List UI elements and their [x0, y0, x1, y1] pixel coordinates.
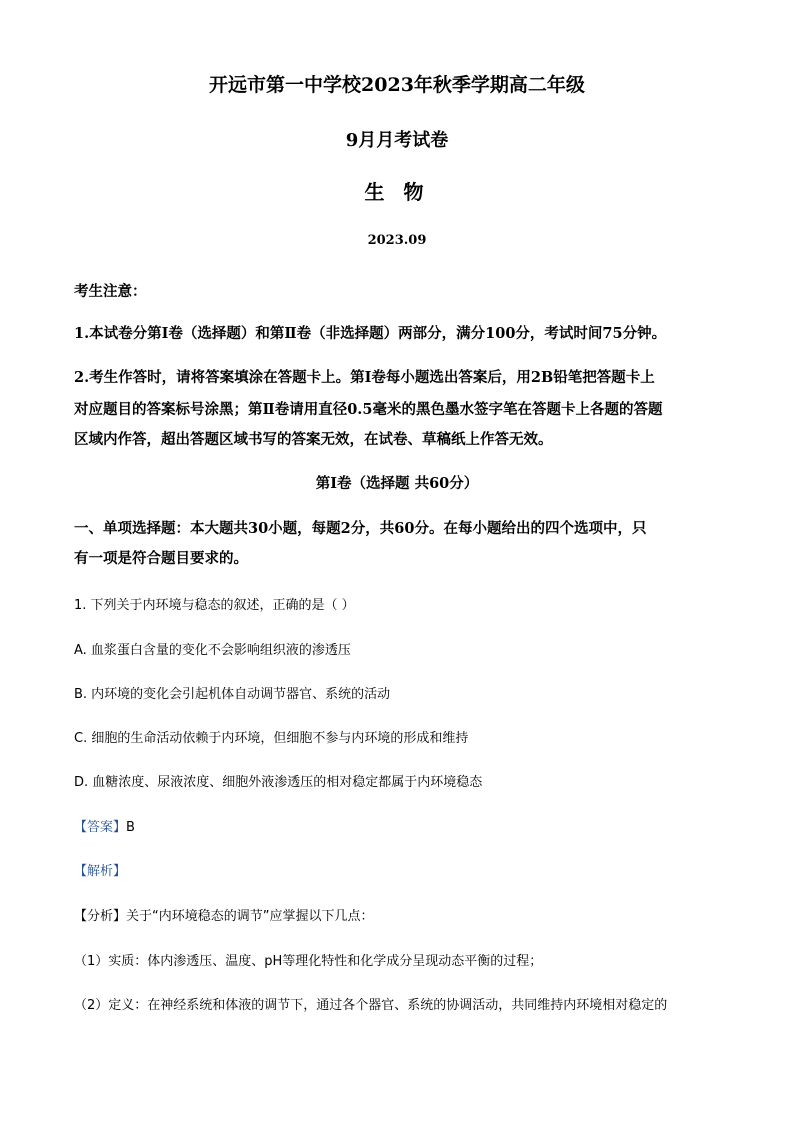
analysis-point-1: （1）实质：体内渗透压、温度、pH等理化特性和化学成分呈现动态平衡的过程；: [74, 954, 543, 969]
analysis-intro-line: [74, 905, 374, 924]
analysis-point-2: （2）定义：在神经系统和体液的调节下，通过各个器官、系统的协调活动，共同维持内环境相对稳定的: [74, 998, 668, 1013]
notice-item-2-line-3: 区域内作答，超出答题区域书写的答案无效，在试卷、草稿纸上作答无效。: [74, 431, 553, 448]
notice-item-2-line-1: 2.考生作答时，请将答案填涂在答题卡上。第Ⅰ卷每小题选出答案后，用2B铅笔把答题卡上: [74, 369, 655, 386]
question-1-option-a: A. 血浆蛋白含量的变化不会影响组织液的渗透压: [74, 643, 351, 658]
notice-item-2-line-2: 对应题目的答案标号涂黑；第Ⅱ卷请用直径0.5毫米的黑色墨水签字笔在答题卡上各题的答题: [74, 401, 663, 418]
analysis-prefix-tag: 【分析】: [74, 909, 127, 924]
notice-item-1: 1.本试卷分第Ⅰ卷（选择题）和第Ⅱ卷（非选择题）两部分，满分100分，考试时间75分钟。: [74, 325, 667, 342]
answer-tag: 【答案】: [74, 820, 127, 835]
question-1-option-d: D. 血糖浓度、尿液浓度、细胞外液渗透压的相对稳定都属于内环境稳态: [74, 775, 483, 790]
analysis-intro-text: 关于“内环境稳态的调节”应掌握以下几点：: [126, 909, 374, 924]
exam-title: 开远市第一中学校2023年秋季学期高二年级: [209, 74, 585, 96]
question-1-option-b: B. 内环境的变化会引起机体自动调节器官、系统的活动: [74, 687, 391, 702]
section-instruction-line-2: 有一项是符合题目要求的。: [74, 550, 248, 567]
analysis-tag: 【解析】: [74, 864, 127, 879]
answer-value: B: [126, 820, 135, 835]
notice-heading: 考生注意：: [74, 283, 147, 300]
answer-line: [74, 816, 135, 835]
exam-subtitle: 9月月考试卷: [345, 130, 449, 151]
exam-date: 2023.09: [367, 233, 427, 248]
analysis-line: [74, 860, 126, 879]
question-1-stem: 1. 下列关于内环境与稳态的叙述，正确的是（ ）: [74, 598, 355, 613]
question-1-option-c: C. 细胞的生命活动依赖于内环境，但细胞不参与内环境的形成和维持: [74, 731, 469, 746]
exam-subject: 生 物: [364, 180, 430, 204]
section-title: 第Ⅰ卷（选择题 共60分）: [315, 475, 479, 492]
section-instruction-line-1: 一、单项选择题：本大题共30小题，每题2分，共60分。在每小题给出的四个选项中，只: [74, 520, 647, 537]
